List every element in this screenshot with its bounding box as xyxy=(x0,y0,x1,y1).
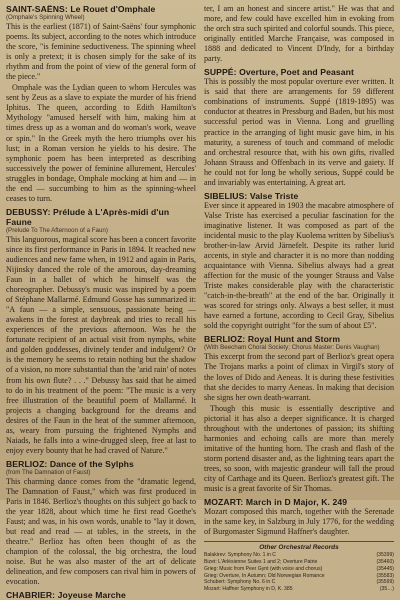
right-column xyxy=(204,4,394,593)
record-number: (35445) xyxy=(376,565,394,572)
paragraph: Ever since it appeared in 1903 the macabre atmosphere of Valse Triste has exercised a peculiar fascination for the imaginative listener. It was composed as part of the incidental music to the play Kuolema written by Sibelius's brother-in-law Arvid Järnefelt. Despite its rather lurid accents, in style and character it is no more than nodding acquaintance with Vienna. Sibelius always had a great affection for the music of the younger Strauss and Valse Triste makes considerable play with the characteristic "catch-in-the-breath" at the end of the bar. Originally it was scored for strings only. Always a best seller, it must have earned a fortune, according to Cecil Gray, Sibelius sold the copyright outright "for the sum of about £5". xyxy=(204,200,394,331)
left-column xyxy=(6,4,196,600)
record-item xyxy=(204,559,394,566)
section-sibelius xyxy=(204,191,394,332)
paragraph: ter, I am an honest and sincere artist." He was that and more, and few could have excelled him in evoking from the orch stra such spirited and colorful sounds. This piece, originally entitled Marche Française, was composed in 1888 and dedicated to Vincent D'Indy, for a birthday party. xyxy=(204,4,394,64)
record-title: Bizet: L'Arlésienne Suites 1 and 2; Overture Patrie xyxy=(204,559,318,565)
section-heading: SAINT-SAËNS: Le Rouet d'Omphale xyxy=(6,4,156,14)
record-number: (35583) xyxy=(376,572,394,579)
record-number: (35399) xyxy=(376,552,394,559)
record-item xyxy=(204,552,394,559)
record-number: (35…) xyxy=(379,586,394,593)
section-saint-saens xyxy=(6,4,196,204)
record-title: Schubert: Symphony No. 6 in C xyxy=(204,579,276,586)
record-item xyxy=(204,586,394,593)
paragraph: Though this music is essentially descriptive and pictorial it has also a deeper significance. It is charged throughout with the undertones of passion; its shifting harmonies and echoing calls are more than merely imitative of the hunting horn. The crash and flash of the storm portend disaster and, as the lightning tears apart the trees, so soon, with majestic grandeur will fall the proud city of Carthage and its Queen. Berlioz's greatest gift. The music is a great favorite of Sir Thomas. xyxy=(204,403,394,494)
record-title: Grieg: Overture, In Autumn; Old Norwegian Romance xyxy=(204,572,325,579)
section-heading: MOZART: March in D Major, K. 249 xyxy=(204,497,348,508)
section-chabrier-continued xyxy=(204,4,394,64)
section-debussy xyxy=(6,207,196,456)
section-suppe xyxy=(204,67,394,188)
record-title: Balakirev: Symphony No. 1 in C xyxy=(204,552,276,559)
section-berlioz-hunt xyxy=(204,334,394,494)
record-item xyxy=(204,579,394,586)
section-heading: BERLIOZ: Royal Hunt and Storm xyxy=(204,334,341,345)
paragraph: This languorous, magical score has been a concert favorite since its first performance in Paris in 1894. It reached new audiences and new fame when, in 1912 and again in Paris, Nijinsky danced the role of the amorous, day-dreaming Faun in a ballet of which he himself was the choreographer. Debussy's music was inspired by a poem of Stéphane Mallarmé. Edmund Gosse has summarized it: "A faun — a simple, sensuous, passionate being — awakens in the forest at daybreak and tries to recall his experiences of the previous afternoon. Was he the fortunate recipient of an actual visit from nymphs, white and golden goddesses, divinely tender and indulgent? Or is the memory he seems to retain nothing but the shadow of a vision, no more substantial than the 'arid rain' of notes from his own flute? . . ." Debussy has said that he aimed to do in his treatment of the poem: "The music is a very free illustration of the beautiful poem of Mallarmé. It projects a changing background for the dreams and desires of the Faun in the heat of the summer afternoon, as, weary from pursuing the frightened Nymphs and Naiads, he falls into a wine-drugged sleep, free at last to enjoy every bounty that he had craved of Nature." xyxy=(6,234,196,455)
section-heading: SIBELIUS: Valse Triste xyxy=(204,190,299,201)
paragraph: Omphale was the Lydian queen to whom Hercules was sent by Zeus as a slave to expiate the murder of his friend Iphitus. The queen, according to Edith Hamilton's Mythology "amused herself with him, making him at times dress up as a woman and do woman's work, weave or spin." In the Greek myth the hero triumphs over his lust; in a Roman version he yields to his desire. The symphonic poem has been interpreted as describing successively the power of feminine allurement, Hercules' struggles in bondage, Omphale mocking at him and — in the end — succumbing to him as the spinning-wheel ceases to turn. xyxy=(6,83,196,203)
record-item xyxy=(204,566,394,573)
section-subtitle: (from The Damnation of Faust) xyxy=(6,468,91,476)
section-subtitle: (Prelude To The Afternoon of a Faun) xyxy=(6,226,108,234)
paragraph: This is the earliest (1871) of Saint-Saëns' four symphonic poems. Its subject, according to the notes which introduce the score, "is feminine seductiveness. The spinning wheel is only a pretext; it is chosen simply for the sake of its rhythm and from the point of view of the general form of the piece." xyxy=(6,22,196,82)
record-number: (35599) xyxy=(376,579,394,586)
paragraph: This is possibly the most popular overture ever written. It is said that there are arrangements for 59 different combinations of instruments. Suppé (1819-1895) was conductor at theatres in Pressburg and Baden, but his most successful period was in Vienna. Long and gruelling practice in the arranging of light music gave him, in his maturity, a sureness of touch and command of melodic and orchestral resource that, with his own gifts, rivalled Johann Strauss and Offenbach in its verve and gaiety. If he could not for long be wholly serious, Suppé could be and invariably was entertaining. A great art. xyxy=(204,77,394,187)
section-mozart xyxy=(204,497,394,537)
section-heading: DEBUSSY: Prélude à L'Après-midi d'un Faune xyxy=(6,206,170,227)
record-item xyxy=(204,573,394,580)
records-title: Other Orchestral Records xyxy=(259,544,339,552)
section-subtitle: (With Beecham Choral Society; Chorus Master: Denis Vaughan) xyxy=(204,344,380,352)
section-subtitle: (Omphale's Spinning Wheel) xyxy=(6,14,85,21)
section-heading: BERLIOZ: Dance of the Sylphs xyxy=(6,458,134,469)
section-heading: SUPPÉ: Overture, Poet and Peasant xyxy=(204,67,354,78)
section-chabrier xyxy=(6,590,196,600)
record-number: (35460) xyxy=(376,559,394,565)
section-heading: CHABRIER: Joyeuse Marche xyxy=(6,590,126,600)
paragraph: This excerpt from the second part of Berlioz's great opera The Trojans marks a point of climax in Virgil's story of the loves of Dido and Aeneas. It is during these festivities that she decides to marry Aeneas. In making that decision she signs her own death-warrant. xyxy=(204,352,394,402)
record-title: Grieg: Music from Peer Gynt (with voice and chorus) xyxy=(204,565,323,572)
record-title: Mozart: Haffner Symphony in D, K. 385 xyxy=(204,586,293,593)
section-berlioz-sylphs xyxy=(6,459,196,588)
other-records-box xyxy=(204,541,394,593)
paragraph: Mozart composed this march, together with the Serenade in the same key, in Salzburg in July 1776, for the wedding of Burgomaster Sigmund Haffner's daughter. xyxy=(204,507,394,537)
paragraph: This charming dance comes from the "dramatic legend, The Damnation of Faust," which was first produced in Paris in 1846. Berlioz's thoughts on this subject go back to the year 1828, about which time he first read Goethe's Faust; and was, in his own words, unable to "lay it down, but read and read — at tables, in the streets, in the theatre." Berlioz has often been thought of as the champion of the colossal, the big orchestra, the loud noise. But he was also master of the art of delicate delineation, and few composers can rival him in powers of evocation. xyxy=(6,476,196,587)
